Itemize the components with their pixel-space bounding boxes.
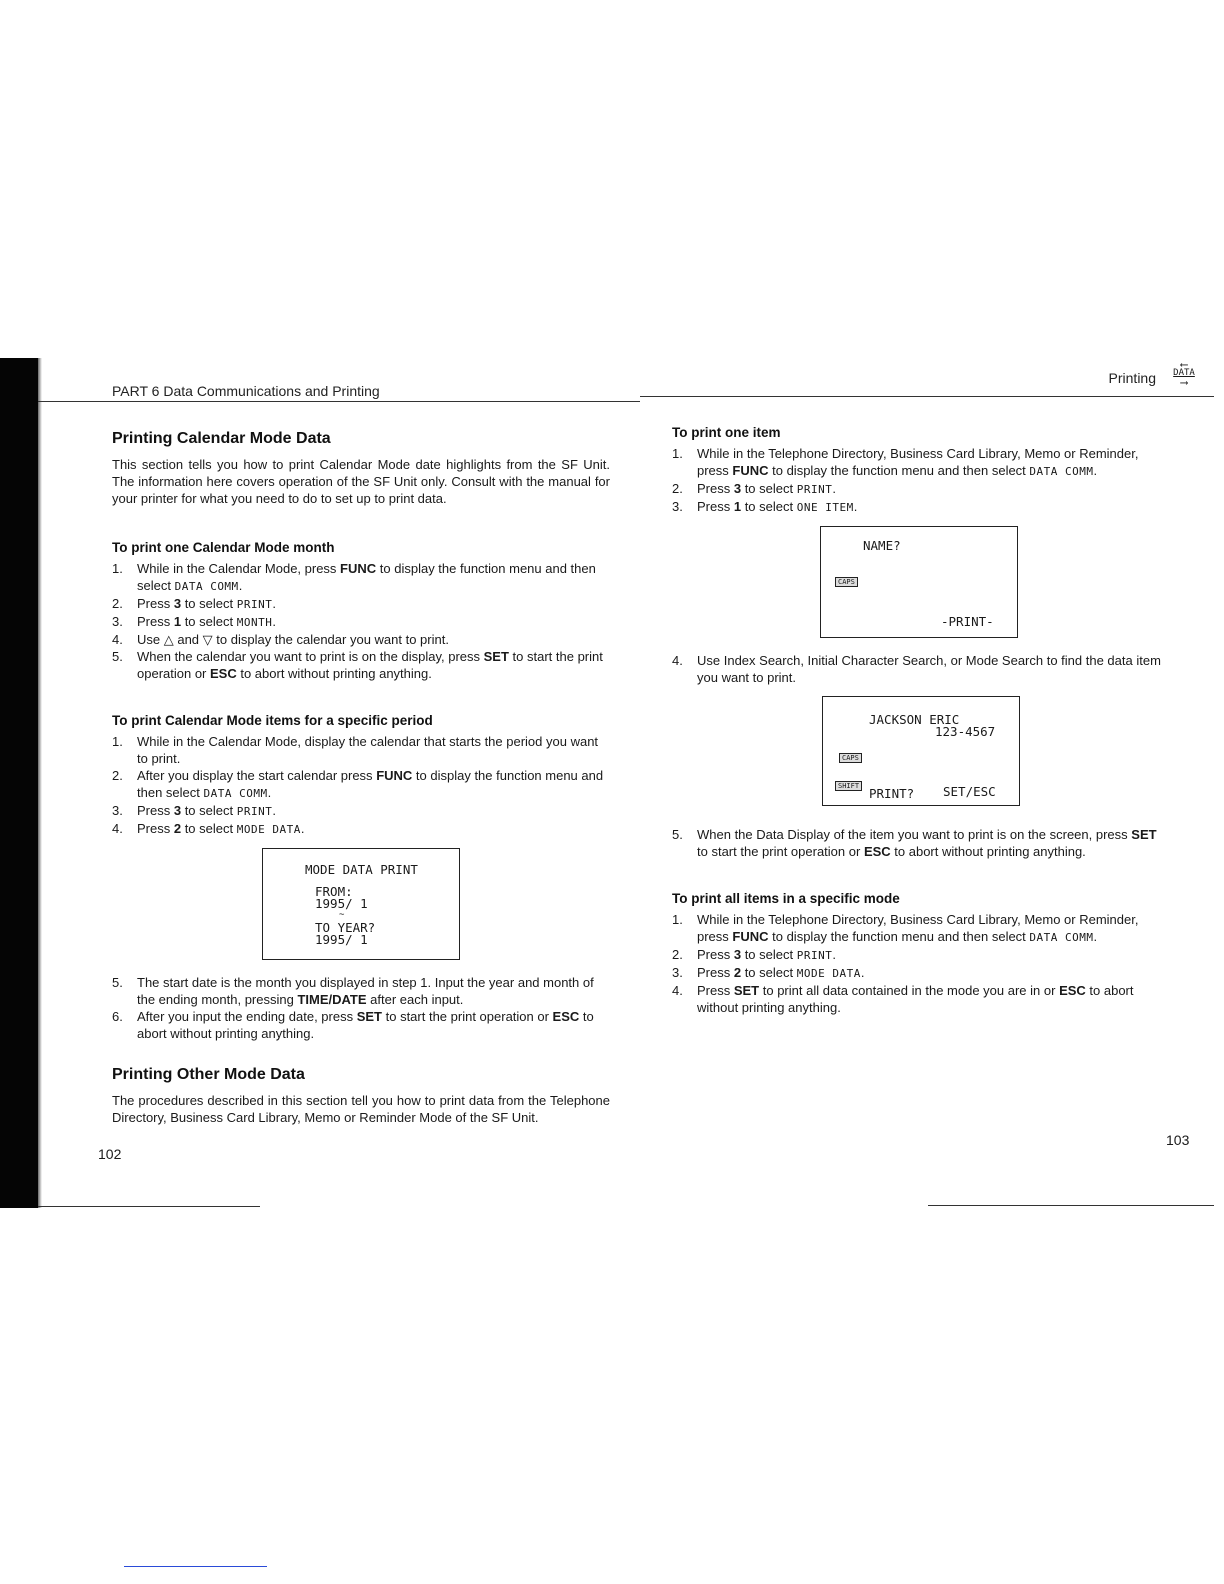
steps-print-one-month [112, 560, 610, 682]
lcd-line: -PRINT- [941, 614, 994, 629]
running-header-right: Printing [1108, 370, 1156, 386]
footer-rule-left [38, 1206, 260, 1207]
running-header-left: PART 6 Data Communications and Printing [112, 383, 380, 399]
footer-link-underline[interactable] [124, 1566, 267, 1567]
caps-indicator-icon: CAPS [839, 753, 862, 763]
header-rule-left [38, 401, 640, 402]
list-item: 4. Press 2 to select MODE DATA. [112, 821, 305, 836]
left-page-content [112, 430, 610, 1126]
section-title-other-mode: Printing Other Mode Data [112, 1066, 305, 1083]
up-triangle-icon: △ [163, 632, 174, 647]
lcd-line: PRINT? [869, 786, 915, 801]
lcd-line: 123-4567 [935, 724, 996, 739]
steps-print-period-cont [112, 974, 610, 1042]
list-item: 3. Press 3 to select PRINT. [112, 803, 276, 818]
list-item: 5. When the calendar you want to print is on the display, press SET to start the print operation or ESC to abort without printing anything. [112, 649, 603, 681]
page-number-left: 102 [98, 1146, 122, 1162]
steps-print-all-items [672, 911, 1170, 1016]
lcd-line: 1995/ 1 [315, 896, 368, 911]
lcd-line: SET/ESC [943, 784, 996, 799]
list-item: 1. While in the Telephone Directory, Business Card Library, Memo or Reminder, press FUNC to display the function menu and then select DATA COMM. [672, 912, 1139, 944]
list-item: 3. Press 1 to select MONTH. [112, 614, 276, 629]
list-item: 2. After you display the start calendar press FUNC to display the function menu and then select DATA COMM. [112, 768, 604, 800]
list-item: 4. Use △ and ▽ to display the calendar you want to print. [112, 632, 449, 647]
down-triangle-icon: ▽ [202, 632, 213, 647]
section-title-calendar: Printing Calendar Mode Data [112, 430, 331, 447]
heading-print-one-month: To print one Calendar Mode month [112, 540, 335, 555]
header-rule-right [640, 396, 1214, 397]
lcd-line: NAME? [863, 538, 901, 553]
list-item: 2. Press 3 to select PRINT. [672, 947, 836, 962]
list-item: 5. When the Data Display of the item you want to print is on the screen, press SET to start the print operation or ESC to abort without printing anything. [672, 827, 1157, 859]
list-item: 3. Press 2 to select MODE DATA. [672, 965, 865, 980]
calendar-intro: This section tells you how to print Calendar Mode date highlights from the SF Unit. The information here covers operation of the SF Unit only. Consult with the manual for your printer for what you need to do to set up to print data. [112, 457, 610, 506]
book-spine-shadow [0, 358, 38, 1208]
steps-print-one-item-end [672, 826, 1170, 860]
steps-print-one-item [672, 445, 1170, 516]
other-mode-intro: The procedures described in this section tell you how to print data from the Telephone Directory, Business Card Library, Memo or Reminder Mode of the SF Unit. [112, 1093, 610, 1125]
list-item: 1. While in the Calendar Mode, press FUNC to display the function menu and then select DATA COMM. [112, 561, 596, 593]
lcd-mode-data-print [262, 848, 460, 960]
lcd-line: MODE DATA PRINT [305, 862, 418, 877]
data-icon-label: DATA [1173, 368, 1195, 378]
lcd-line: 1995/ 1 [315, 932, 368, 947]
heading-print-period: To print Calendar Mode items for a specific period [112, 713, 433, 728]
list-item: 2. Press 3 to select PRINT. [672, 481, 836, 496]
lcd-line: JACKSON ERIC [869, 712, 960, 727]
list-item: 4. Use Index Search, Initial Character Search, or Mode Search to find the data item you want to print. [672, 653, 1161, 685]
lcd-line: TO YEAR? [315, 920, 376, 935]
right-page-content [672, 424, 1170, 1016]
list-item: 3. Press 1 to select ONE ITEM. [672, 499, 858, 514]
list-item: 4. Press SET to print all data contained in the mode you are in or ESC to abort without printing anything. [672, 983, 1134, 1015]
heading-print-all-items: To print all items in a specific mode [672, 891, 900, 906]
shift-indicator-icon: SHIFT [835, 781, 862, 791]
list-item: 2. Press 3 to select PRINT. [112, 596, 276, 611]
list-item: 6. After you input the ending date, press SET to start the print operation or ESC to abort without printing anything. [112, 1009, 594, 1041]
caps-indicator-icon: CAPS [835, 577, 858, 587]
lcd-name-prompt [820, 526, 1018, 638]
footer-rule-right [928, 1205, 1214, 1206]
lcd-line: ~ [339, 910, 345, 920]
list-item: 5. The start date is the month you displayed in step 1. Input the year and month of the ending month, pressing TIME/DATE after each input. [112, 975, 594, 1007]
list-item: 1. While in the Telephone Directory, Business Card Library, Memo or Reminder, press FUNC to display the function menu and then select DATA COMM. [672, 446, 1139, 478]
lcd-data-display [822, 696, 1020, 806]
lcd-line: FROM: [315, 884, 353, 899]
heading-print-one-item: To print one item [672, 425, 781, 440]
steps-print-one-item-cont [672, 652, 1170, 686]
steps-print-period [112, 733, 610, 838]
page-number-right: 103 [1166, 1132, 1190, 1148]
list-item: 1. While in the Calendar Mode, display the calendar that starts the period you want to print. [112, 734, 599, 766]
data-transfer-icon: ⟵ DATA ⟶ [1166, 360, 1202, 388]
